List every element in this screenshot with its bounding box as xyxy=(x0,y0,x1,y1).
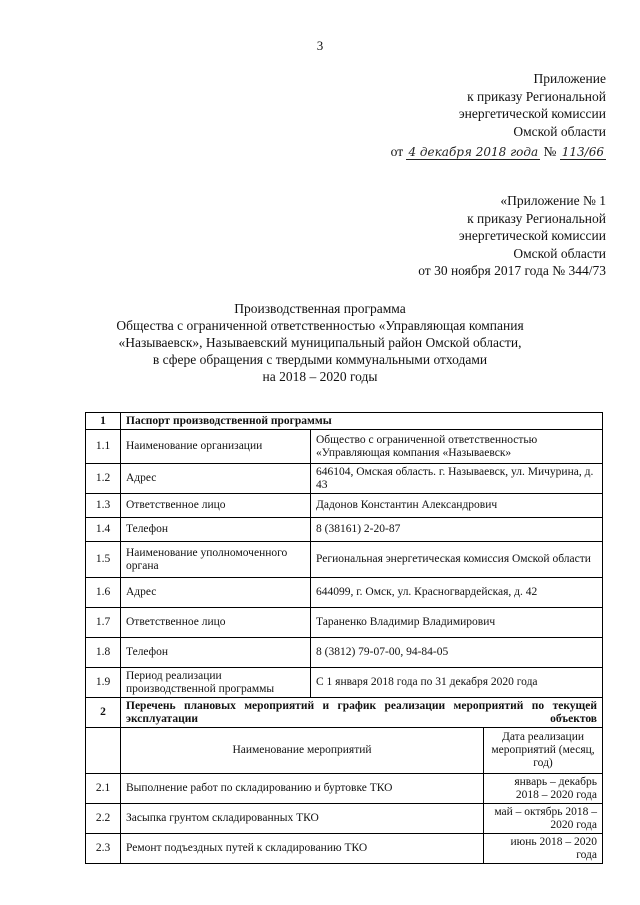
table-row xyxy=(86,668,603,698)
table-row xyxy=(86,578,603,608)
program-table xyxy=(85,412,603,864)
table-row xyxy=(86,518,603,542)
attachment-date-line xyxy=(391,143,606,162)
row-label: Телефон xyxy=(121,638,311,668)
attachment-line: Омской области xyxy=(513,123,606,139)
activity-name: Ремонт подъездных путей к складированию ТКО xyxy=(121,834,484,864)
original-attachment-line: Омской области xyxy=(513,245,606,261)
row-label: Ответственное лицо xyxy=(121,608,311,638)
table-row xyxy=(86,638,603,668)
row-number: 2.1 xyxy=(86,774,121,804)
title-line: Общества с ограниченной ответственностью «Управляющая компания xyxy=(116,318,524,333)
table-header-row xyxy=(86,728,603,774)
activity-date: январь – декабрь 2018 – 2020 года xyxy=(484,774,603,804)
row-label: Наименование организации xyxy=(121,430,311,464)
table-row xyxy=(86,494,603,518)
row-number: 1.7 xyxy=(86,608,121,638)
attachment-line: к приказу Региональной xyxy=(467,88,606,104)
original-attachment-line: к приказу Региональной xyxy=(467,210,606,226)
row-value: 8 (3812) 79-07-00, 94-84-05 xyxy=(311,638,603,668)
row-label: Период реализации производственной программы xyxy=(121,668,311,698)
row-number: 1.9 xyxy=(86,668,121,698)
attachment-block xyxy=(391,70,606,162)
section-heading: Перечень плановых мероприятий и график реализации мероприятий по текущей эксплуатации объектов xyxy=(121,698,603,728)
section-number: 1 xyxy=(86,413,121,430)
title-line: в сфере обращения с твердыми коммунальными отходами xyxy=(152,352,488,367)
handwritten-date: 4 декабря 2018 года xyxy=(408,145,539,159)
table-row xyxy=(86,608,603,638)
original-attachment-line: от 30 ноября 2017 года № 344/73 xyxy=(418,263,606,278)
table-row xyxy=(86,542,603,578)
table-row xyxy=(86,430,603,464)
column-header-date: Дата реализации мероприятий (месяц, год) xyxy=(484,728,603,774)
number-prefix: № xyxy=(543,144,557,159)
empty-cell xyxy=(86,728,121,774)
row-value: 646104, Омская область. г. Называевск, ул. Мичурина, д. 43 xyxy=(311,464,603,494)
row-number: 1.4 xyxy=(86,518,121,542)
table-row xyxy=(86,834,603,864)
row-number: 1.3 xyxy=(86,494,121,518)
table-row xyxy=(86,774,603,804)
row-label: Наименование уполномоченного органа xyxy=(121,542,311,578)
row-label: Адрес xyxy=(121,578,311,608)
activity-date: май – октябрь 2018 – 2020 года xyxy=(484,804,603,834)
row-number: 1.2 xyxy=(86,464,121,494)
original-attachment-line: энергетической комиссии xyxy=(458,228,606,243)
handwritten-number: 113/66 xyxy=(561,145,604,159)
row-number: 1.8 xyxy=(86,638,121,668)
row-number: 2.2 xyxy=(86,804,121,834)
from-prefix: от xyxy=(390,144,404,159)
row-value: Региональная энергетическая комиссия Омской области xyxy=(311,542,603,578)
row-label: Телефон xyxy=(121,518,311,542)
section-row xyxy=(86,698,603,728)
title-line: Производственная программа xyxy=(234,301,406,316)
row-number: 1.1 xyxy=(86,430,121,464)
row-number: 1.6 xyxy=(86,578,121,608)
row-value: Тараненко Владимир Владимирович xyxy=(311,608,603,638)
original-attachment-block xyxy=(418,192,606,280)
activity-name: Засыпка грунтом складированных ТКО xyxy=(121,804,484,834)
row-number: 1.5 xyxy=(86,542,121,578)
row-label: Адрес xyxy=(121,464,311,494)
column-header-name: Наименование мероприятий xyxy=(121,728,484,774)
section-heading: Паспорт производственной программы xyxy=(121,413,603,430)
table-row xyxy=(86,464,603,494)
row-label: Ответственное лицо xyxy=(121,494,311,518)
attachment-line: Приложение xyxy=(533,71,606,86)
original-attachment-line: «Приложение № 1 xyxy=(500,193,606,208)
row-value: Дадонов Константин Александрович xyxy=(311,494,603,518)
row-value: 8 (38161) 2-20-87 xyxy=(311,518,603,542)
row-value: Общество с ограниченной ответственностью «Управляющая компания «Называевск» xyxy=(311,430,603,464)
activity-date: июнь 2018 – 2020 года xyxy=(484,834,603,864)
page-number: 3 xyxy=(316,38,324,53)
row-number: 2.3 xyxy=(86,834,121,864)
title-line: «Называевск», Называевский муниципальный район Омской области, xyxy=(118,335,522,350)
attachment-line: энергетической комиссии xyxy=(458,106,606,121)
table-row xyxy=(86,804,603,834)
section-number: 2 xyxy=(86,698,121,728)
title-line: на 2018 – 2020 годы xyxy=(262,369,378,384)
section-row xyxy=(86,413,603,430)
row-value: 644099, г. Омск, ул. Красногвардейская, д. 42 xyxy=(311,578,603,608)
activity-name: Выполнение работ по складированию и буртовке ТКО xyxy=(121,774,484,804)
row-value: С 1 января 2018 года по 31 декабря 2020 года xyxy=(311,668,603,698)
document-title xyxy=(0,300,640,385)
